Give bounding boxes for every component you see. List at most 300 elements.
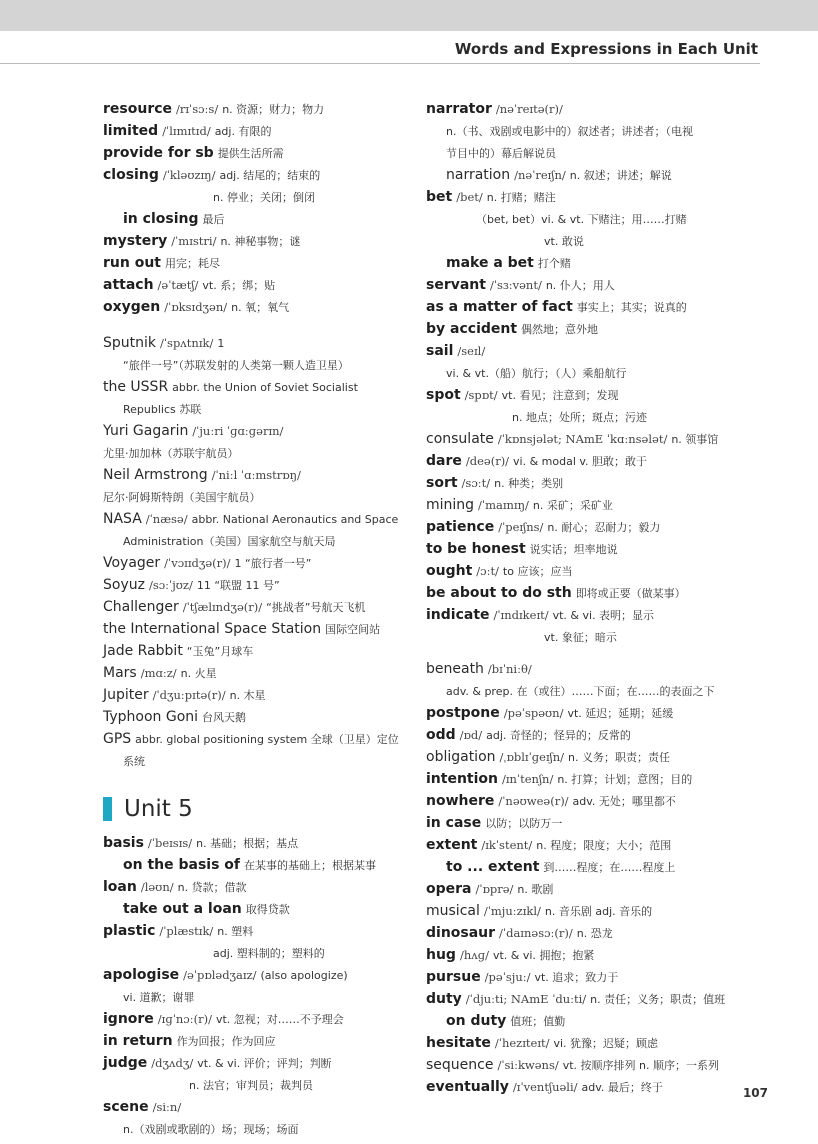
definition: n. 音乐剧 adj. 音乐的 [544, 905, 653, 918]
headword: GPS [103, 731, 132, 747]
definition: n. 打算；计划；意图；目的 [557, 773, 693, 786]
headword: narrator [426, 101, 492, 117]
phonetic: /ˈdjuːti; NAmE ˈduːti/ [465, 992, 587, 1006]
definition: abbr. the Union of Soviet Socialist [172, 381, 358, 394]
phonetic: /ˈhezɪteɪt/ [494, 1036, 550, 1050]
headword: limited [103, 123, 159, 139]
phonetic: /əˈtætʃ/ [157, 278, 199, 292]
vocab-entry [426, 724, 756, 746]
vocab-entry [426, 944, 756, 966]
headword: obligation [426, 749, 496, 765]
definition: 在某事的基础上；根据某事 [244, 859, 376, 872]
phonetic: /ɔːt/ [476, 564, 499, 578]
vocab-entry [103, 186, 408, 208]
headword: make a bet [446, 255, 534, 271]
phonetic: /seɪl/ [457, 344, 486, 358]
definition: n. 歌剧 [517, 883, 554, 896]
headword: sail [426, 343, 454, 359]
definition: 到……程度；在……程度上 [543, 861, 676, 874]
vocab-entry [103, 1096, 408, 1118]
definition: “旅伴一号”（苏联发射的人类第一颗人造卫星） [123, 359, 349, 372]
headword: Neil Armstrong [103, 467, 208, 483]
headword: scene [103, 1099, 149, 1115]
vocab-entry [426, 98, 756, 120]
phonetic: /rɪˈsɔːs/ [176, 102, 219, 116]
definition: Administration（美国）国家航空与航天局 [123, 535, 336, 548]
phonetic: /dʒʌdʒ/ [151, 1056, 194, 1070]
phonetic: /ˈjuːri ˈɡɑːɡərɪn/ [192, 424, 284, 438]
definition: 作为回报；作为回应 [176, 1035, 276, 1048]
headword: attach [103, 277, 154, 293]
definition: vt. 敢说 [544, 235, 584, 248]
definition: n. 义务；职责；责任 [568, 751, 670, 764]
vocab-entry [426, 472, 756, 494]
headword: by accident [426, 321, 518, 337]
vocab-entry [103, 1074, 408, 1096]
vocab-entry [103, 618, 408, 640]
headword: on the basis of [123, 857, 241, 873]
headword: opera [426, 881, 472, 897]
vocab-entry [426, 1010, 756, 1032]
vocab-entry [103, 354, 408, 376]
headword: resource [103, 101, 173, 117]
headword: Mars [103, 665, 137, 681]
definition: n. 塑料 [217, 925, 254, 938]
headword: ignore [103, 1011, 154, 1027]
headword: take out a loan [123, 901, 242, 917]
top-band [0, 0, 818, 31]
vocab-entry [103, 530, 408, 552]
phonetic: /ɪkˈstent/ [481, 838, 533, 852]
vocab-entry [103, 376, 408, 398]
phonetic: /ˈmjuːzɪkl/ [483, 904, 541, 918]
vocab-entry [103, 596, 408, 618]
vocab-entry [103, 552, 408, 574]
headword: dinosaur [426, 925, 496, 941]
definition: (also apologize) [260, 969, 348, 982]
phonetic: /sɔːˈjʊz/ [148, 578, 193, 592]
vocab-entry [426, 746, 756, 768]
headword: beneath [426, 661, 484, 677]
vocab-entry [426, 582, 756, 604]
page-number: 107 [742, 1086, 768, 1100]
definition: n. 法官；审判员；裁判员 [189, 1079, 313, 1092]
definition: adv. & prep. 在（或往）……下面；在……的表面之下 [446, 685, 715, 698]
definition: n. 资源；财力；物力 [222, 103, 325, 116]
headword: Sputnik [103, 335, 157, 351]
definition: n.（戏剧或歌剧的）场；现场；场面 [123, 1123, 299, 1136]
definition: vt. 追求；致力于 [534, 971, 619, 984]
definition: n. 种类；类别 [494, 477, 564, 490]
definition: 1 [217, 337, 225, 350]
definition: 以防；以防万一 [485, 817, 563, 830]
headword: odd [426, 727, 456, 743]
vocab-entry [426, 1076, 756, 1098]
vocab-entry [426, 922, 756, 944]
phonetic: /əˈpɒlədʒaɪz/ [183, 968, 257, 982]
headword: mystery [103, 233, 168, 249]
phonetic: /ˈtʃælɪndʒə(r)/ [182, 600, 263, 614]
definition: 尼尔·阿姆斯特朗（美国宇航员） [103, 491, 261, 504]
phonetic: /nəˈreɪʃn/ [514, 168, 566, 182]
phonetic: /ˈsiːkwəns/ [497, 1058, 559, 1072]
definition: n. 采矿；采矿业 [532, 499, 613, 512]
definition: n. 停业；关闭；倒闭 [213, 191, 315, 204]
phonetic: /deə(r)/ [465, 454, 510, 468]
vocab-entry [426, 604, 756, 626]
headword: nowhere [426, 793, 495, 809]
vocab-entry [103, 252, 408, 274]
definition: 提供生活所需 [217, 147, 284, 160]
vocab-entry [426, 252, 756, 274]
phonetic: /nəˈreɪtə(r)/ [495, 102, 563, 116]
headword: run out [103, 255, 161, 271]
vocab-entry [103, 296, 408, 318]
headword: intention [426, 771, 498, 787]
headword: provide for sb [103, 145, 214, 161]
vocab-entry [426, 230, 756, 252]
phonetic: /spɒt/ [464, 388, 498, 402]
headword: spot [426, 387, 461, 403]
vocab-entry [103, 898, 408, 920]
header-divider [0, 63, 760, 64]
definition: 事实上；其实；说真的 [576, 301, 687, 314]
headword: mining [426, 497, 475, 513]
vocab-entry [103, 1030, 408, 1052]
vocab-entry [426, 362, 756, 384]
definition: 节目中的）幕后解说员 [446, 147, 556, 160]
phonetic: /ˈnæsə/ [145, 512, 188, 526]
headword: Jade Rabbit [103, 643, 183, 659]
headword: in return [103, 1033, 173, 1049]
vocab-entry [426, 658, 756, 680]
vocab-entry [426, 516, 756, 538]
definition: adj. 塑料制的；塑料的 [213, 947, 325, 960]
vocab-entry [426, 538, 756, 560]
phonetic: /ˈmaɪnɪŋ/ [478, 498, 529, 512]
headword: eventually [426, 1079, 509, 1095]
page-header-title: Words and Expressions in Each Unit [454, 40, 758, 58]
vocab-entry [426, 120, 756, 142]
vocab-entry [426, 966, 756, 988]
vocab-entry [426, 142, 756, 164]
phonetic: /ˈnəʊweə(r)/ [498, 794, 569, 808]
headword: Yuri Gagarin [103, 423, 189, 439]
definition: vi. & modal v. 胆敢；敢于 [513, 455, 648, 468]
phonetic: /ˈpeɪʃns/ [498, 520, 544, 534]
vocab-entry [426, 1032, 756, 1054]
headword: patience [426, 519, 495, 535]
vocab-entry [426, 296, 756, 318]
headword: to be honest [426, 541, 526, 557]
vocab-entry [426, 702, 756, 724]
vocab-entry [426, 988, 756, 1010]
entry-list-right [426, 98, 756, 1098]
headword: indicate [426, 607, 490, 623]
headword: oxygen [103, 299, 161, 315]
definition: n. 叙述；讲述；解说 [569, 169, 672, 182]
vocab-entry [426, 856, 756, 878]
definition: 打个赌 [537, 257, 571, 270]
right-column [426, 98, 756, 1098]
definition: 尤里·加加林（苏联宇航员） [103, 447, 239, 460]
vocab-entry [103, 1052, 408, 1074]
definition: n. 地点；处所；斑点；污迹 [512, 411, 647, 424]
left-column [103, 98, 408, 1140]
vocab-entry [426, 680, 756, 702]
definition: 系统 [123, 755, 145, 768]
phonetic: /ɒd/ [459, 728, 483, 742]
phonetic: /ˈsɜːvənt/ [489, 278, 542, 292]
phonetic: /bɪˈniːθ/ [487, 662, 532, 676]
headword: Voyager [103, 555, 161, 571]
definition: vt. & vi. 拥抱；抱紧 [492, 949, 595, 962]
headword: consulate [426, 431, 494, 447]
definition: n. 氧；氧气 [231, 301, 290, 314]
vocab-entry [103, 332, 408, 354]
definition: （bet, bet）vi. & vt. 下赌注；用……打赌 [476, 213, 687, 226]
headword: bet [426, 189, 453, 205]
vocab-entry [103, 398, 408, 420]
vocab-entry [103, 640, 408, 662]
definition: 1 “旅行者一号” [234, 557, 312, 570]
unit-heading [103, 786, 408, 832]
definition: vt. 系；绑；贴 [202, 279, 276, 292]
definition: vt. 按顺序排列 n. 顺序；一系列 [562, 1059, 720, 1072]
vocab-entry [103, 142, 408, 164]
headword: as a matter of fact [426, 299, 573, 315]
phonetic: /ˈvɔɪɪdʒə(r)/ [164, 556, 231, 570]
definition: vt. & vi. 评价；评判；判断 [197, 1057, 332, 1070]
definition: “挑战者”号航天飞机 [266, 601, 366, 614]
vocab-entry [103, 684, 408, 706]
vocab-entry [103, 706, 408, 728]
definition: adv. 无处；哪里都不 [572, 795, 676, 808]
vocab-entry [426, 384, 756, 406]
vocab-entry [103, 274, 408, 296]
definition: adj. 结尾的；结束的 [219, 169, 321, 182]
headword: sequence [426, 1057, 494, 1073]
phonetic: /ˈkɒnsjələt; NAmE ˈkɑːnsələt/ [497, 432, 668, 446]
headword: basis [103, 835, 144, 851]
vocab-entry [426, 186, 756, 208]
headword: be about to do sth [426, 585, 572, 601]
headword: plastic [103, 923, 156, 939]
vocab-entry [103, 508, 408, 530]
vocab-entry [103, 230, 408, 252]
vocab-entry [103, 98, 408, 120]
definition: n. 责任；义务；职责；值班 [590, 993, 726, 1006]
headword: the USSR [103, 379, 169, 395]
vocab-entry [103, 442, 408, 464]
definition: to 应该；应当 [502, 565, 573, 578]
phonetic: /ˈdaɪnəsɔː(r)/ [499, 926, 573, 940]
vocab-entry [103, 574, 408, 596]
headword: hug [426, 947, 456, 963]
vocab-entry [426, 768, 756, 790]
vocab-entry [426, 450, 756, 472]
vocab-entry [103, 420, 408, 442]
headword: closing [103, 167, 159, 183]
headword: hesitate [426, 1035, 491, 1051]
definition: vi. 犹豫；迟疑；顾虑 [553, 1037, 659, 1050]
vocab-entry [103, 120, 408, 142]
headword: Challenger [103, 599, 179, 615]
headword: dare [426, 453, 462, 469]
definition: 国际空间站 [325, 623, 381, 636]
vocab-entry [426, 790, 756, 812]
vocab-entry [426, 494, 756, 516]
definition: vt. 象征；暗示 [544, 631, 617, 644]
phonetic: /ˈɒprə/ [475, 882, 514, 896]
definition: n. 火星 [180, 667, 217, 680]
headword: postpone [426, 705, 500, 721]
vocab-entry [426, 340, 756, 362]
headword: in closing [123, 211, 199, 227]
vocab-entry [426, 164, 756, 186]
phonetic: /ˈspʌtnɪk/ [160, 336, 214, 350]
vocab-entry [103, 750, 408, 772]
definition: n. 程度；限度；大小；范围 [536, 839, 672, 852]
vocab-entry [103, 942, 408, 964]
definition: n. 耐心；忍耐力；毅力 [547, 521, 661, 534]
definition: adj. 奇怪的；怪异的；反常的 [486, 729, 631, 742]
vocab-entry [426, 900, 756, 922]
headword: ought [426, 563, 473, 579]
headword: NASA [103, 511, 142, 527]
phonetic: /ləʊn/ [140, 880, 174, 894]
definition: 台风天鹅 [202, 711, 247, 724]
definition: 用完；耗尽 [164, 257, 220, 270]
vocab-entry [426, 406, 756, 428]
headword: judge [103, 1055, 148, 1071]
phonetic: /ˈniːl ˈɑːmstrɒŋ/ [211, 468, 301, 482]
vocab-entry [103, 964, 408, 986]
definition: vt. & vi. 表明；显示 [552, 609, 655, 622]
vocab-entry [103, 1118, 408, 1140]
vocab-entry [426, 428, 756, 450]
phonetic: /ˌɒblɪˈɡeɪʃn/ [499, 750, 565, 764]
vocab-entry [426, 560, 756, 582]
definition: Republics 苏联 [123, 403, 202, 416]
entry-list-unit5 [103, 832, 408, 1140]
vocab-entry [426, 1054, 756, 1076]
definition: vi. & vt.（船）航行；（人）乘船航行 [446, 367, 627, 380]
definition: n. 基础；根据；基点 [196, 837, 299, 850]
vocab-entry [103, 464, 408, 486]
definition: n. 恐龙 [576, 927, 613, 940]
vocab-entry [103, 920, 408, 942]
headword: musical [426, 903, 480, 919]
vocab-entry [426, 812, 756, 834]
definition: 值班；值勤 [510, 1015, 566, 1028]
definition: vi. 道歉；谢罪 [123, 991, 195, 1004]
definition: n.（书、戏剧或电影中的）叙述者；讲述者；（电视 [446, 125, 693, 138]
phonetic: /ˈmɪstri/ [171, 234, 217, 248]
vocab-entry [103, 728, 408, 750]
phonetic: /mɑːz/ [140, 666, 177, 680]
unit-accent-bar [103, 797, 112, 821]
definition: n. 领事馆 [671, 433, 719, 446]
phonetic: /pəˈsjuː/ [484, 970, 531, 984]
phonetic: /bet/ [456, 190, 483, 204]
phonetic: /ˈbeɪsɪs/ [147, 836, 193, 850]
vocab-entry [426, 626, 756, 648]
definition: 取得贷款 [245, 903, 290, 916]
headword: Soyuz [103, 577, 145, 593]
definition: adj. 有限的 [214, 125, 272, 138]
definition: vt. 忽视；对……不予理会 [215, 1013, 344, 1026]
vocab-entry [103, 1008, 408, 1030]
definition: 即将或正要（做某事） [575, 587, 686, 600]
phonetic: /ˈlɪmɪtɪd/ [162, 124, 211, 138]
phonetic: /ˈdʒuːpɪtə(r)/ [152, 688, 226, 702]
headword: on duty [446, 1013, 507, 1029]
headword: narration [446, 167, 511, 183]
definition: “玉兔”月球车 [186, 645, 254, 658]
vocab-entry [103, 854, 408, 876]
headword: duty [426, 991, 462, 1007]
vocab-entry [103, 662, 408, 684]
phonetic: /ˈɒksɪdʒən/ [164, 300, 228, 314]
definition: n. 木星 [229, 689, 266, 702]
headword: the International Space Station [103, 621, 322, 637]
phonetic: /pəˈspəʊn/ [503, 706, 564, 720]
definition: n. 打赌；赌注 [486, 191, 556, 204]
unit-title: Unit 5 [124, 796, 193, 822]
definition: n. 仆人；用人 [545, 279, 615, 292]
vocab-entry [426, 878, 756, 900]
headword: sort [426, 475, 458, 491]
vocab-entry [426, 274, 756, 296]
vocab-entry [103, 832, 408, 854]
headword: Jupiter [103, 687, 149, 703]
headword: extent [426, 837, 478, 853]
vocab-entry [426, 318, 756, 340]
vocab-entry [103, 486, 408, 508]
headword: apologise [103, 967, 180, 983]
phonetic: /ˈplæstɪk/ [159, 924, 214, 938]
phonetic: /ɪɡˈnɔː(r)/ [157, 1012, 212, 1026]
headword: in case [426, 815, 482, 831]
headword: pursue [426, 969, 481, 985]
definition: vt. 延迟；延期；延缓 [567, 707, 674, 720]
headword: to ... extent [446, 859, 540, 875]
definition: 说实话；坦率地说 [529, 543, 618, 556]
definition: 11 “联盟 11 号” [196, 579, 280, 592]
phonetic: /sɔːt/ [461, 476, 491, 490]
headword: servant [426, 277, 486, 293]
phonetic: /ɪnˈtenʃn/ [501, 772, 554, 786]
entry-list-left [103, 98, 408, 772]
vocab-entry [426, 834, 756, 856]
definition: n. 神秘事物；谜 [220, 235, 301, 248]
definition: 最后 [202, 213, 225, 226]
headword: Typhoon Goni [103, 709, 199, 725]
vocab-entry [426, 208, 756, 230]
vocab-entry [103, 986, 408, 1008]
vocab-entry [103, 208, 408, 230]
headword: loan [103, 879, 137, 895]
definition: n. 贷款；借款 [177, 881, 247, 894]
phonetic: /ˈkləʊzɪŋ/ [162, 168, 216, 182]
phonetic: /ɪˈventʃuəli/ [512, 1080, 578, 1094]
phonetic: /siːn/ [152, 1100, 182, 1114]
definition: abbr. global positioning system 全球（卫星）定位 [135, 733, 399, 746]
vocab-entry [103, 164, 408, 186]
definition: vt. 看见；注意到；发现 [501, 389, 619, 402]
phonetic: /ˈɪndɪkeɪt/ [493, 608, 549, 622]
